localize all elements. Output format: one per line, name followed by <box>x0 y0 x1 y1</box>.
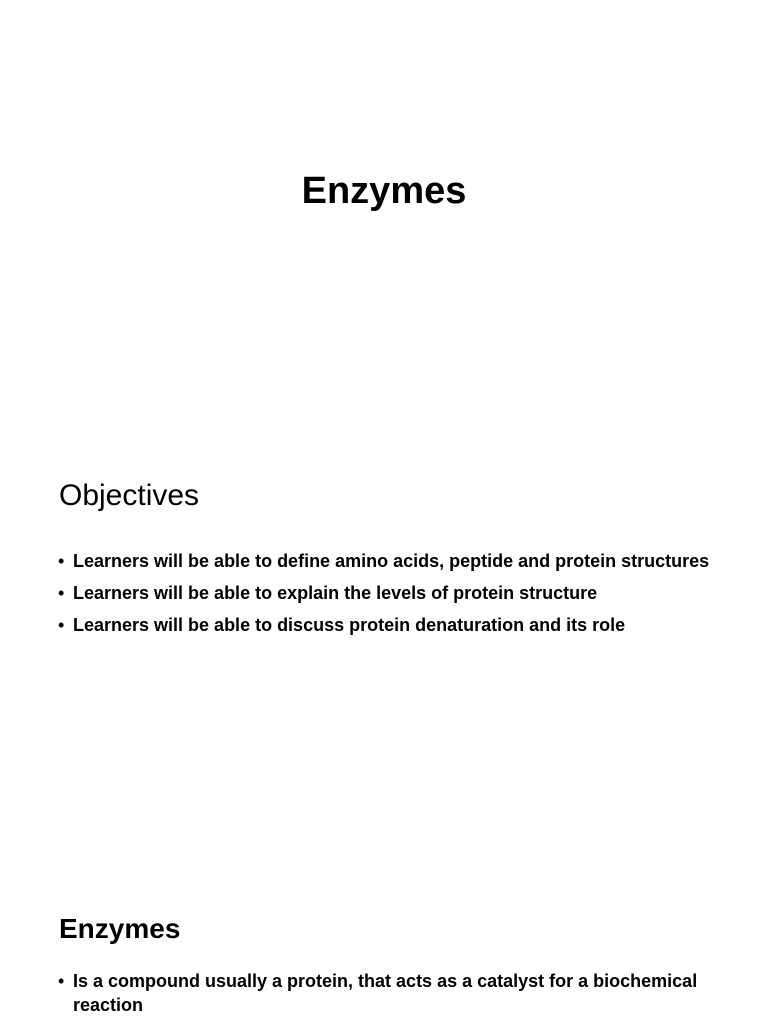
objective-item <box>58 581 718 605</box>
enzymes-heading: Enzymes <box>59 913 181 944</box>
objective-text: Learners will be able to discuss protein denaturation and its role <box>73 615 626 635</box>
bullet-icon: • <box>58 615 65 635</box>
enzyme-definition-item <box>58 969 718 1017</box>
objectives-heading: Objectives <box>59 479 200 512</box>
enzymes-list <box>58 969 718 1024</box>
objective-item <box>58 613 718 637</box>
bullet-icon: • <box>58 583 65 603</box>
bullet-icon: • <box>58 551 65 571</box>
enzyme-definition-text: Is a compound usually a protein, that acts as a catalyst for a biochemical reaction <box>73 971 698 1015</box>
objective-item <box>58 549 718 573</box>
objective-text: Learners will be able to explain the levels of protein structure <box>73 583 598 603</box>
slide-title: Enzymes <box>301 170 467 212</box>
objective-text: Learners will be able to define amino acids, peptide and protein structures <box>73 551 710 571</box>
bullet-icon: • <box>58 971 65 991</box>
objectives-list <box>58 549 718 645</box>
